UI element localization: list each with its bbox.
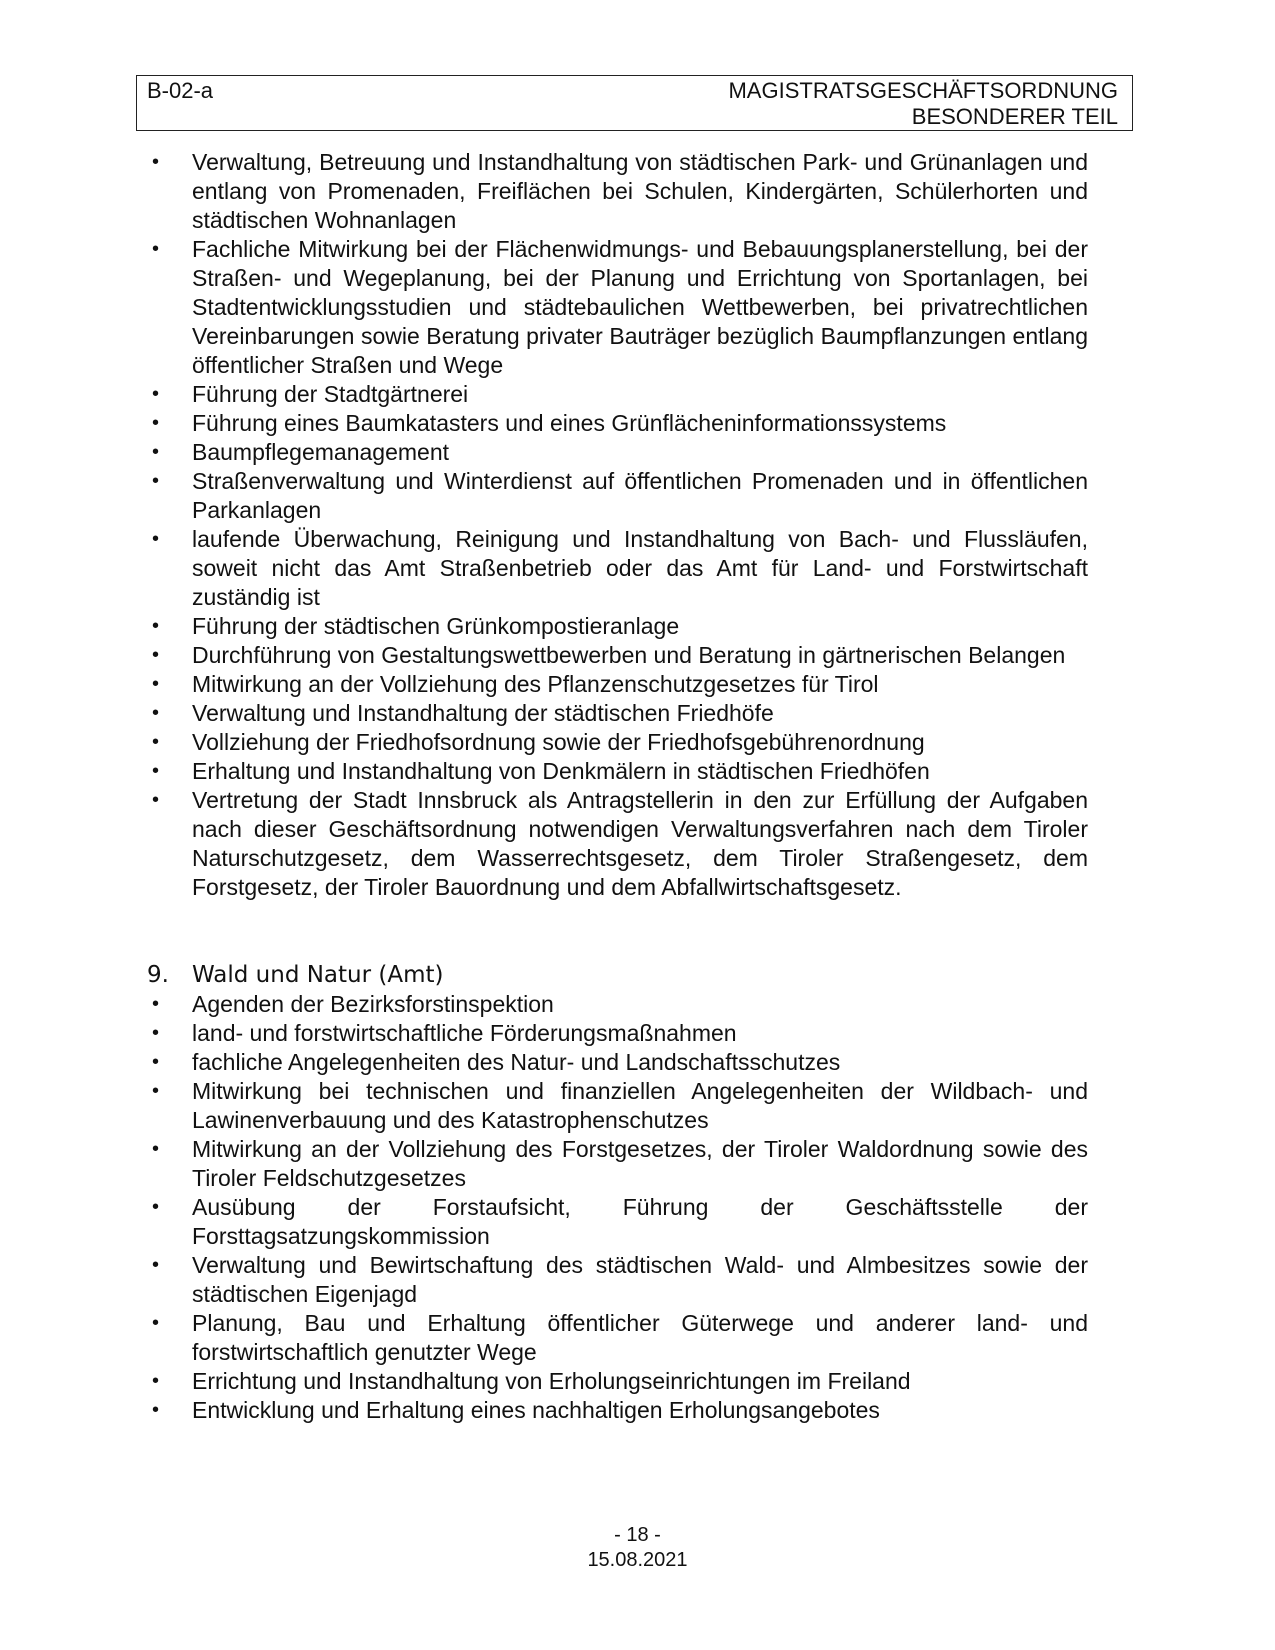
section-number: 9. xyxy=(147,962,169,988)
bullet-icon: • xyxy=(152,151,160,173)
list-item: • Verwaltung und Bewirtschaftung des städtischen Wald- und Almbesitzes sowie der städtischen Eigenjagd xyxy=(152,1252,1088,1307)
bullet-icon: • xyxy=(152,238,160,260)
list-item: • Führung der städtischen Grünkompostieranlage xyxy=(152,613,680,639)
bullet-icon: • xyxy=(152,1254,160,1276)
bullet-icon: • xyxy=(152,615,160,637)
page-footer xyxy=(0,1523,1275,1573)
bullet-icon: • xyxy=(152,1399,160,1421)
list-item: • Baumpflegemanagement xyxy=(152,439,449,465)
list-item: • Mitwirkung an der Vollziehung des Forstgesetzes, der Tiroler Waldordnung sowie des Tiroler Feldschutzgesetzes xyxy=(152,1136,1088,1191)
list-item: • Fachliche Mitwirkung bei der Flächenwidmungs- und Bebauungsplanerstellung, bei der Straßen- und Wegeplanung, bei der Planung und Errichtung von Sportanlagen, bei Stadtentwicklungsstudien und städtebaulichen Wettbewerben, bei privatrechtlichen Vereinbarungen sowie Beratung privater Bauträger bezüglich Baumpflanzungen entlang öffentlicher Straßen und Wege xyxy=(152,236,1088,378)
page-content xyxy=(0,148,1275,1425)
bullet-icon: • xyxy=(152,1312,160,1334)
list-item: • laufende Überwachung, Reinigung und Instandhaltung von Bach- und Flussläufen, soweit nicht das Amt Straßenbetrieb oder das Amt für Land- und Forstwirtschaft zuständig ist xyxy=(152,526,1088,610)
list-item: • Durchführung von Gestaltungswettbewerben und Beratung in gärtnerischen Belangen xyxy=(152,642,1066,668)
list-item: • Planung, Bau und Erhaltung öffentlicher Güterwege und anderer land- und forstwirtschaftlich genutzter Wege xyxy=(152,1310,1088,1365)
bullet-icon: • xyxy=(152,702,160,724)
list-item: • Erhaltung und Instandhaltung von Denkmälern in städtischen Friedhöfen xyxy=(152,758,930,784)
list-item: • Agenden der Bezirksforstinspektion xyxy=(152,991,554,1017)
document-title xyxy=(728,78,1118,130)
document-title-line1: MAGISTRATSGESCHÄFTSORDNUNG xyxy=(728,78,1118,103)
page-number: - 18 - xyxy=(614,1524,661,1546)
list-item: • Errichtung und Instandhaltung von Erholungseinrichtungen im Freiland xyxy=(152,1368,911,1394)
list-item: • Mitwirkung bei technischen und finanziellen Angelegenheiten der Wildbach- und Lawinenverbauung und des Katastrophenschutzes xyxy=(152,1078,1088,1133)
section-heading xyxy=(0,960,1275,990)
bullet-icon: • xyxy=(152,1370,160,1392)
task-list-park-management xyxy=(0,148,1275,902)
list-item: • Verwaltung, Betreuung und Instandhaltung von städtischen Park- und Grünanlagen und entlang von Promenaden, Freiflächen bei Schulen, Kindergärten, Schülerhorten und städtischen Wohnanlagen xyxy=(152,149,1088,233)
bullet-icon: • xyxy=(152,731,160,753)
document-code: B-02-a xyxy=(147,78,214,103)
list-item: • Straßenverwaltung und Winterdienst auf öffentlichen Promenaden und in öffentlichen Parkanlagen xyxy=(152,468,1088,523)
document-title-line2: BESONDERER TEIL xyxy=(911,104,1118,129)
bullet-icon: • xyxy=(152,993,160,1015)
bullet-icon: • xyxy=(152,383,160,405)
bullet-icon: • xyxy=(152,1196,160,1218)
bullet-icon: • xyxy=(152,470,160,492)
bullet-icon: • xyxy=(152,1138,160,1160)
list-item: • Führung der Stadtgärtnerei xyxy=(152,381,469,407)
bullet-icon: • xyxy=(152,412,160,434)
bullet-icon: • xyxy=(152,1080,160,1102)
list-item: • Führung eines Baumkatasters und eines Grünflächeninformationssystems xyxy=(152,410,947,436)
document-date: 15.08.2021 xyxy=(587,1549,688,1571)
list-item: • Vollziehung der Friedhofsordnung sowie der Friedhofsgebührenordnung xyxy=(152,729,925,755)
list-item: • Mitwirkung an der Vollziehung des Pflanzenschutzgesetzes für Tirol xyxy=(152,671,879,697)
bullet-icon: • xyxy=(152,644,160,666)
bullet-icon: • xyxy=(152,1022,160,1044)
bullet-icon: • xyxy=(152,789,160,811)
page-header xyxy=(136,75,1133,131)
task-list-forest-nature xyxy=(0,990,1275,1425)
bullet-icon: • xyxy=(152,528,160,550)
bullet-icon: • xyxy=(152,673,160,695)
section-title: Wald und Natur (Amt) xyxy=(192,962,444,988)
list-item: • fachliche Angelegenheiten des Natur- und Landschaftsschutzes xyxy=(152,1049,841,1075)
list-item: • land- und forstwirtschaftliche Förderungsmaßnahmen xyxy=(152,1020,737,1046)
bullet-icon: • xyxy=(152,1051,160,1073)
bullet-icon: • xyxy=(152,760,160,782)
list-item: • Entwicklung und Erhaltung eines nachhaltigen Erholungsangebotes xyxy=(152,1397,880,1423)
list-item: • Vertretung der Stadt Innsbruck als Antragstellerin in den zur Erfüllung der Aufgaben nach dieser Geschäftsordnung notwendigen Verwaltungsverfahren nach dem Tiroler Naturschutzgesetz, dem Wasserrechtsgesetz, dem Tiroler Straßengesetz, dem Forstgesetz, der Tiroler Bauordnung und dem Abfallwirtschaftsgesetz. xyxy=(152,787,1088,900)
list-item: • Verwaltung und Instandhaltung der städtischen Friedhöfe xyxy=(152,700,774,726)
bullet-icon: • xyxy=(152,441,160,463)
list-item: • Ausübung der Forstaufsicht, Führung der Geschäftsstelle der Forsttagsatzungskommission xyxy=(152,1194,1088,1249)
